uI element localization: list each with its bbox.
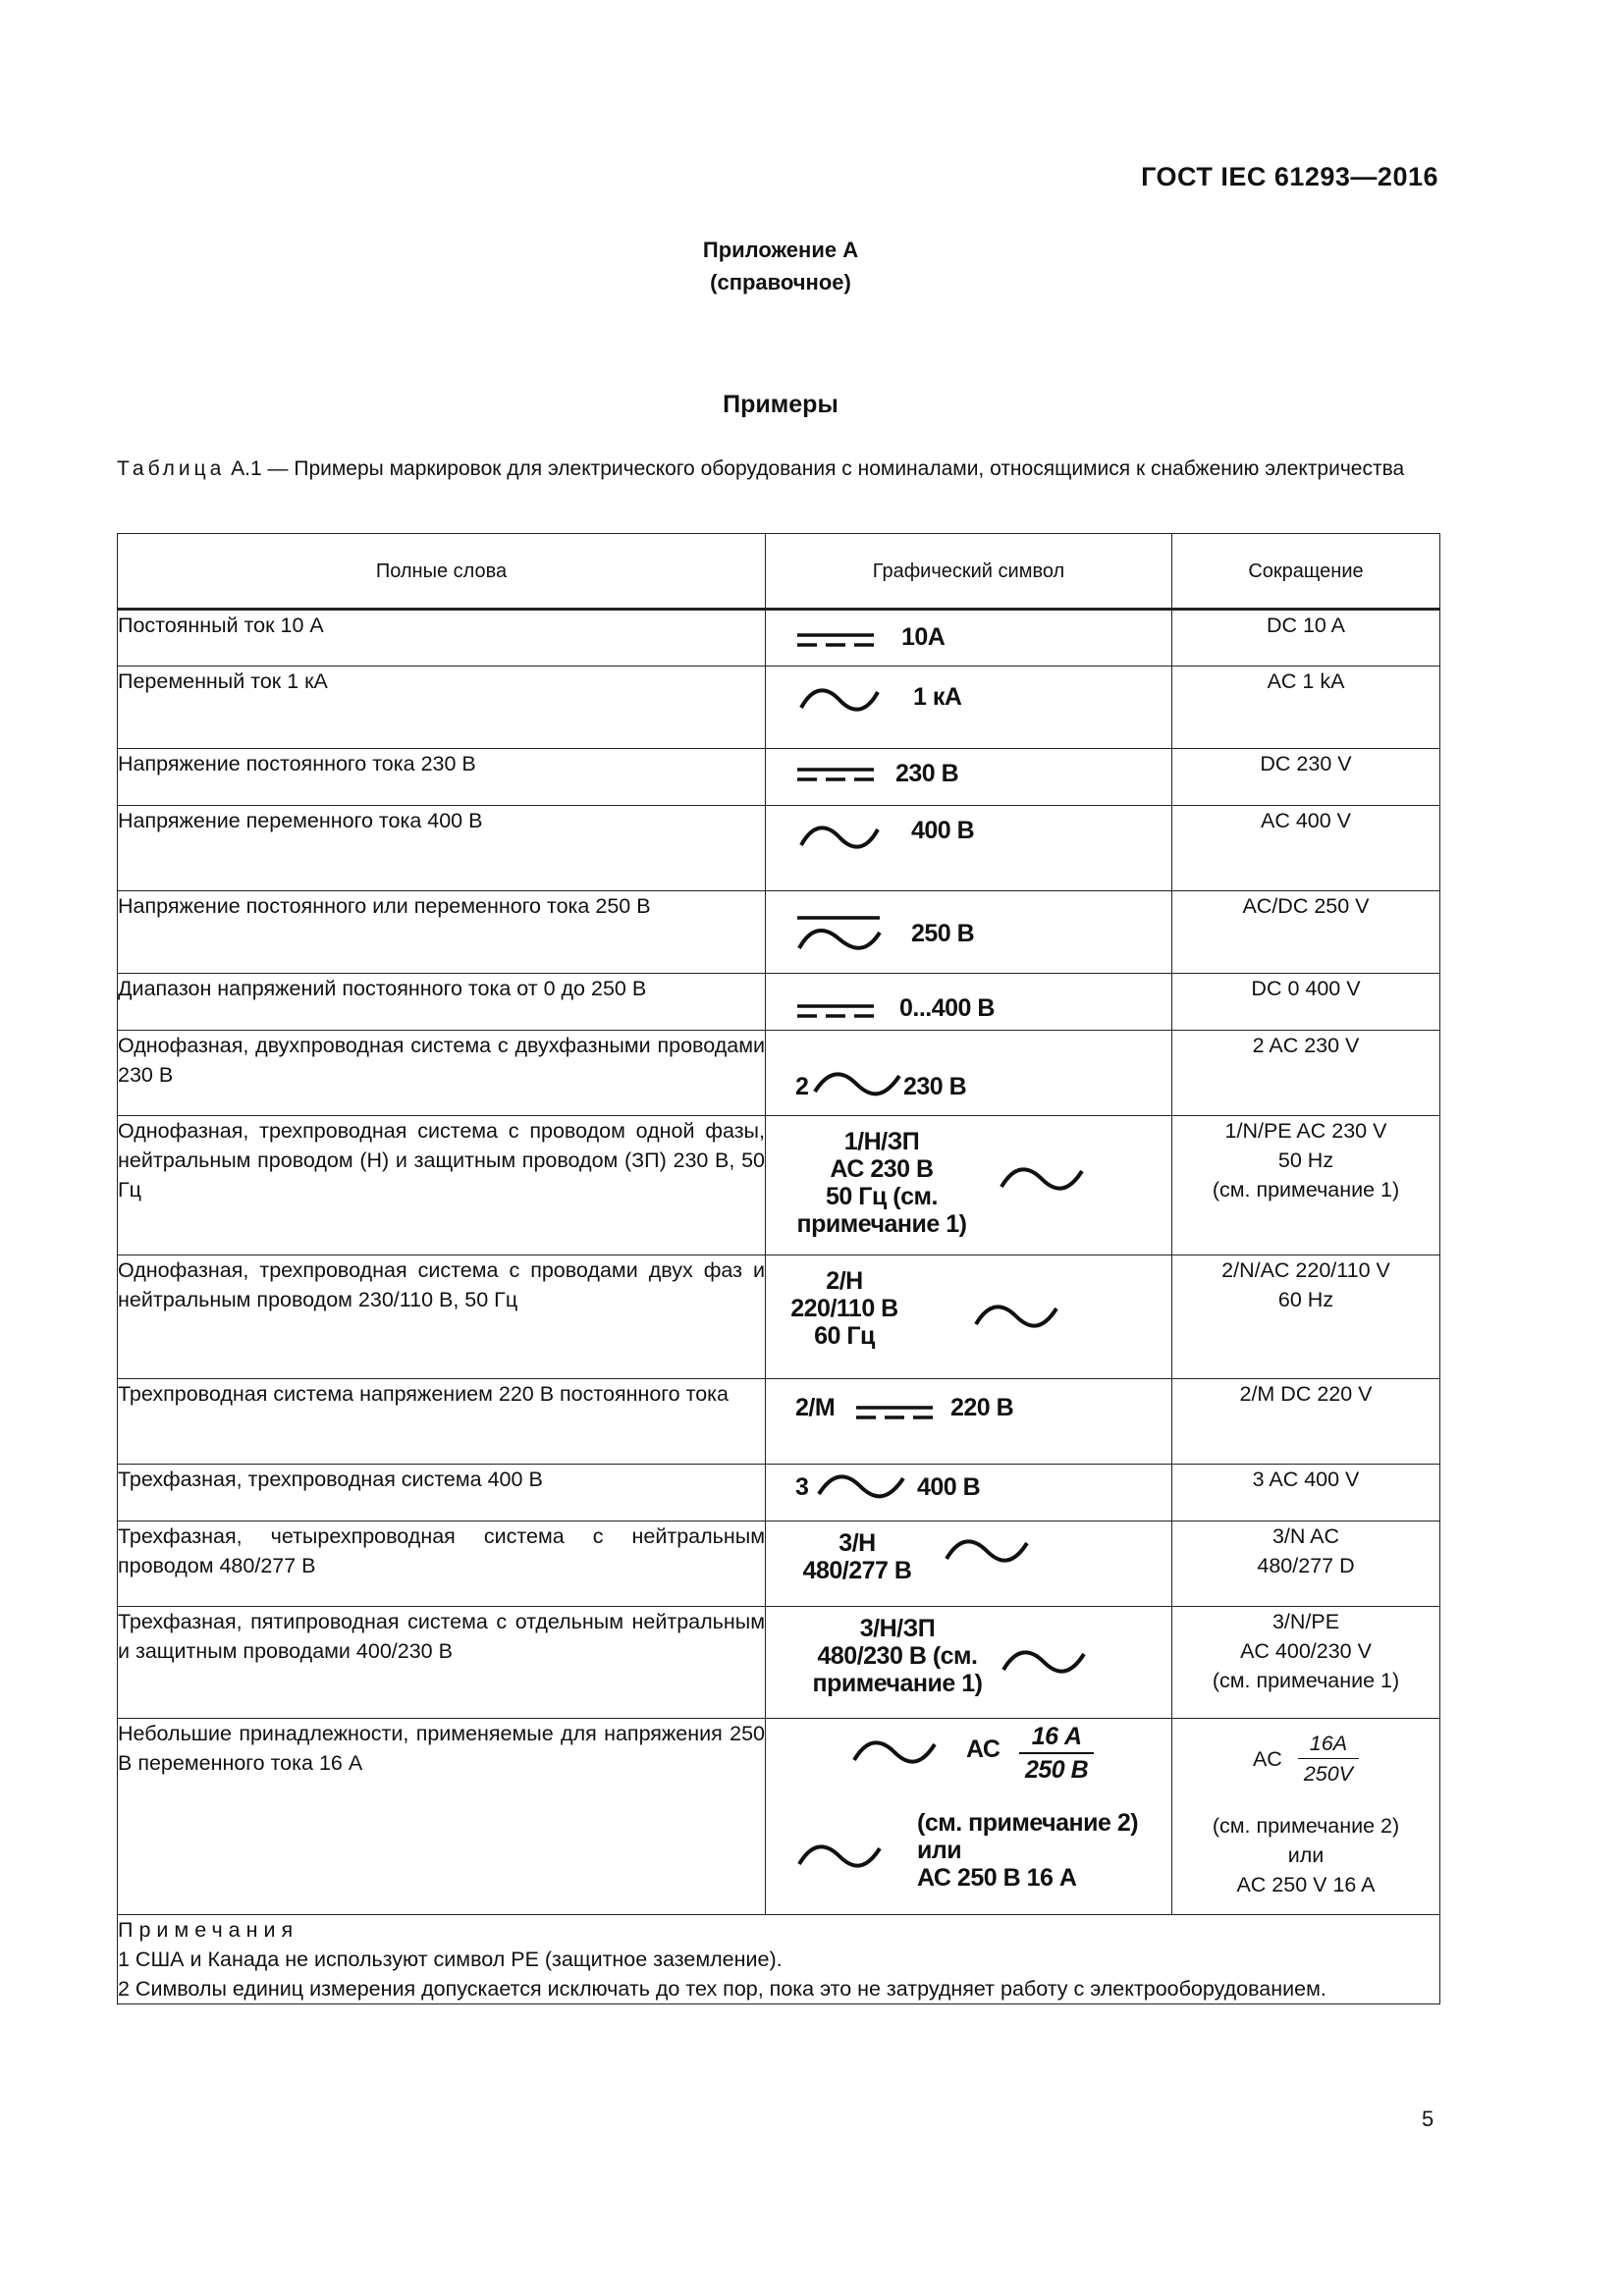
- abbr-fraction: [1298, 1729, 1359, 1789]
- table-row: [118, 1465, 1440, 1522]
- row-symbol: [766, 667, 1172, 749]
- abbr-line: (см. примечание 1): [1212, 1178, 1400, 1201]
- row-words: Трехфазная, четырехпроводная система с нейтральным проводом 480/277 В: [118, 1522, 766, 1607]
- row-abbreviation: [1172, 1719, 1440, 1915]
- caption-text: А.1 — Примеры маркировок для электрического оборудования с номиналами, относящимися к снабжению электричества: [225, 457, 1405, 480]
- row-words: Напряжение постоянного тока 230 В: [118, 749, 766, 806]
- row-words: Трехфазная, пятипроводная система с отдельным нейтральным и защитным проводами 400/230 В: [118, 1607, 766, 1719]
- abbr-fraction-denominator: 250V: [1298, 1758, 1359, 1789]
- notes-row: [118, 1915, 1440, 2004]
- symbol-alt-line: АС 250 В 16 А: [917, 1864, 1077, 1892]
- row-words: Однофазная, трехпроводная система с проводом одной фазы, нейтральным проводом (Н) и защитным проводом (ЗП) 230 В, 50 Гц: [118, 1116, 766, 1255]
- row-abbreviation: AC/DC 250 V: [1172, 891, 1440, 974]
- symbol-value: 400 В: [917, 1473, 981, 1501]
- ac-symbol-icon: [974, 1299, 1058, 1334]
- symbol-alt-line: или: [917, 1837, 962, 1864]
- row-abbreviation: [1172, 1116, 1440, 1255]
- row-words: Постоянный ток 10 А: [118, 610, 766, 667]
- notes-title: Примечания: [118, 1918, 299, 1942]
- table-row: [118, 1607, 1440, 1719]
- row-symbol: [766, 749, 1172, 806]
- table-row: [118, 1522, 1440, 1607]
- appendix-title: Приложение А: [702, 238, 859, 262]
- symbol-ac-label: АС: [966, 1735, 1001, 1763]
- row-words: Небольшие принадлежности, применяемые для напряжения 250 В переменного тока 16 А: [118, 1719, 766, 1915]
- ac-symbol-icon: [813, 1068, 901, 1103]
- header-full-words: Полные слова: [118, 534, 766, 610]
- abbr-line: или: [1287, 1843, 1325, 1867]
- abbr-line: 2/N/AC 220/110 V: [1221, 1258, 1390, 1282]
- symbol-line: 480/277 В: [802, 1557, 912, 1584]
- table-row: [118, 610, 1440, 667]
- symbol-alt-line: (см. примечание 2): [917, 1809, 1139, 1837]
- symbol-fraction-numerator: 16 А: [1031, 1723, 1082, 1750]
- table-row: [118, 891, 1440, 974]
- symbol-line: 2/Н: [826, 1267, 863, 1295]
- table-row: [118, 1031, 1440, 1116]
- row-symbol: [766, 1116, 1172, 1255]
- row-words: Диапазон напряжений постоянного тока от 0 до 250 В: [118, 974, 766, 1031]
- row-abbreviation: 3 AC 400 V: [1172, 1465, 1440, 1522]
- abbr-fraction-numerator: 16A: [1309, 1732, 1348, 1755]
- symbol-line: примечание 1): [796, 1210, 967, 1238]
- row-abbreviation: DC 230 V: [1172, 749, 1440, 806]
- abbr-line: AC 250 V 16 A: [1236, 1873, 1376, 1896]
- row-symbol: [766, 1719, 1172, 1915]
- markings-table: [117, 533, 1440, 2004]
- ac-symbol-icon: [1000, 1161, 1084, 1197]
- symbol-fraction-denominator: 250 В: [1019, 1752, 1094, 1786]
- table-row: [118, 806, 1440, 891]
- table-caption: [117, 454, 1437, 484]
- section-title: Примеры: [723, 391, 839, 418]
- symbol-line: 60 Гц: [814, 1322, 875, 1350]
- row-words: Однофазная, двухпроводная система с двухфазными проводами 230 В: [118, 1031, 766, 1116]
- ac-symbol-icon: [852, 1735, 937, 1770]
- ac-symbol-icon: [1001, 1644, 1086, 1680]
- page-number: 5: [1422, 2107, 1434, 2131]
- note-item: 2 Символы единиц измерения допускается исключать до тех пор, пока это не затрудняет работу с электрооборудованием.: [118, 1977, 1326, 2001]
- abbr-line: (см. примечание 1): [1212, 1669, 1400, 1692]
- symbol-value: 1 кА: [913, 683, 962, 711]
- appendix-heading: [0, 234, 1561, 298]
- row-abbreviation: 2 AC 230 V: [1172, 1031, 1440, 1116]
- symbol-text-block: [776, 1267, 913, 1350]
- table-row: [118, 974, 1440, 1031]
- abbr-line: 3/N AC: [1271, 1524, 1340, 1548]
- dc-symbol-icon: [797, 632, 876, 648]
- dc-symbol-icon: [797, 1003, 876, 1019]
- abbr-line: 3/N/PE: [1271, 1610, 1340, 1633]
- row-symbol: [766, 1522, 1172, 1607]
- document-code: ГОСТ IEC 61293—2016: [1141, 162, 1438, 191]
- symbol-line: 50 Гц (см.: [826, 1183, 938, 1210]
- appendix-subtitle: (справочное): [710, 270, 851, 294]
- symbol-line: примечание 1): [812, 1670, 983, 1697]
- symbol-line: 1/Н/ЗП: [843, 1128, 920, 1155]
- row-abbreviation: AC 1 kA: [1172, 667, 1440, 749]
- header-graphic-symbol: Графический символ: [766, 534, 1172, 610]
- table-row: [118, 1255, 1440, 1379]
- row-abbreviation: [1172, 1522, 1440, 1607]
- table-row: [118, 1379, 1440, 1465]
- table-row: [118, 667, 1440, 749]
- row-symbol: [766, 1031, 1172, 1116]
- abbr-fraction-row: [1172, 1729, 1439, 1801]
- row-abbreviation: AC 400 V: [1172, 806, 1440, 891]
- row-symbol: [766, 1255, 1172, 1379]
- row-abbreviation: DC 10 A: [1172, 610, 1440, 667]
- row-abbreviation: [1172, 1607, 1440, 1719]
- dc-symbol-icon: [797, 767, 876, 782]
- note-item: 1 США и Канада не используют символ PE (защитное заземление).: [118, 1948, 783, 1971]
- symbol-prefix: 2: [795, 1073, 809, 1100]
- symbol-text-block: [784, 1128, 980, 1238]
- row-words: Напряжение переменного тока 400 В: [118, 806, 766, 891]
- table-row: [118, 1116, 1440, 1255]
- ac-symbol-icon: [799, 682, 880, 718]
- symbol-text-block: [789, 1615, 1005, 1697]
- row-symbol: [766, 1607, 1172, 1719]
- row-abbreviation: DC 0 400 V: [1172, 974, 1440, 1031]
- ac-dc-symbol-icon: [797, 915, 882, 954]
- symbol-text-block: [784, 1529, 931, 1584]
- symbol-value: 250 В: [911, 920, 975, 947]
- symbol-line: АС 230 В: [830, 1155, 934, 1183]
- ac-symbol-icon: [945, 1533, 1029, 1569]
- symbol-value: 230 В: [895, 760, 959, 787]
- row-abbreviation: [1172, 1255, 1440, 1379]
- row-abbreviation: 2/M DC 220 V: [1172, 1379, 1440, 1465]
- row-words: Переменный ток 1 кА: [118, 667, 766, 749]
- symbol-alt-block: [917, 1809, 1138, 1892]
- table-header-row: [118, 534, 1440, 610]
- row-words: Напряжение постоянного или переменного тока 250 В: [118, 891, 766, 974]
- symbol-fraction: [1019, 1721, 1094, 1786]
- dc-symbol-icon: [856, 1405, 935, 1420]
- abbr-line: (см. примечание 2): [1212, 1814, 1400, 1838]
- abbr-line: 60 Hz: [1277, 1288, 1334, 1311]
- row-words: Однофазная, трехпроводная система с проводами двух фаз и нейтральным проводом 230/110 В, 50 Гц: [118, 1255, 766, 1379]
- abbr-line: AC 400/230 V: [1240, 1639, 1372, 1663]
- row-words: Трехфазная, трехпроводная система 400 В: [118, 1465, 766, 1522]
- symbol-value: 10А: [901, 623, 946, 651]
- row-symbol: [766, 806, 1172, 891]
- table-row: [118, 749, 1440, 806]
- ac-symbol-icon: [799, 820, 880, 855]
- header-abbreviation: Сокращение: [1172, 534, 1440, 610]
- symbol-prefix: 2/М: [795, 1394, 836, 1421]
- abbr-line: 50 Hz: [1277, 1148, 1334, 1172]
- row-symbol: [766, 610, 1172, 667]
- symbol-value: 400 В: [911, 817, 975, 844]
- symbol-line: 3/Н: [839, 1529, 876, 1557]
- symbol-prefix: 3: [795, 1473, 809, 1501]
- row-words: Трехпроводная система напряжением 220 В постоянного тока: [118, 1379, 766, 1465]
- symbol-value: 220 В: [950, 1394, 1014, 1421]
- abbr-ac-label: AC: [1252, 1746, 1282, 1771]
- row-symbol: [766, 891, 1172, 974]
- ac-symbol-icon: [797, 1839, 882, 1874]
- ac-symbol-icon: [817, 1470, 905, 1506]
- abbr-line: 1/N/PE AC 230 V: [1224, 1119, 1387, 1143]
- symbol-line: 3/Н/ЗП: [859, 1615, 936, 1642]
- row-symbol: [766, 974, 1172, 1031]
- symbol-value: 230 В: [903, 1073, 967, 1100]
- abbr-line: 480/277 D: [1257, 1554, 1355, 1577]
- row-symbol: [766, 1379, 1172, 1465]
- caption-label: Таблица: [117, 457, 226, 480]
- table-row: [118, 1719, 1440, 1915]
- symbol-value: 0...400 В: [899, 994, 995, 1022]
- notes-cell: [118, 1915, 1440, 2004]
- symbol-line: 480/230 В (см.: [817, 1642, 978, 1670]
- symbol-line: 220/110 В: [790, 1295, 898, 1322]
- row-symbol: [766, 1465, 1172, 1522]
